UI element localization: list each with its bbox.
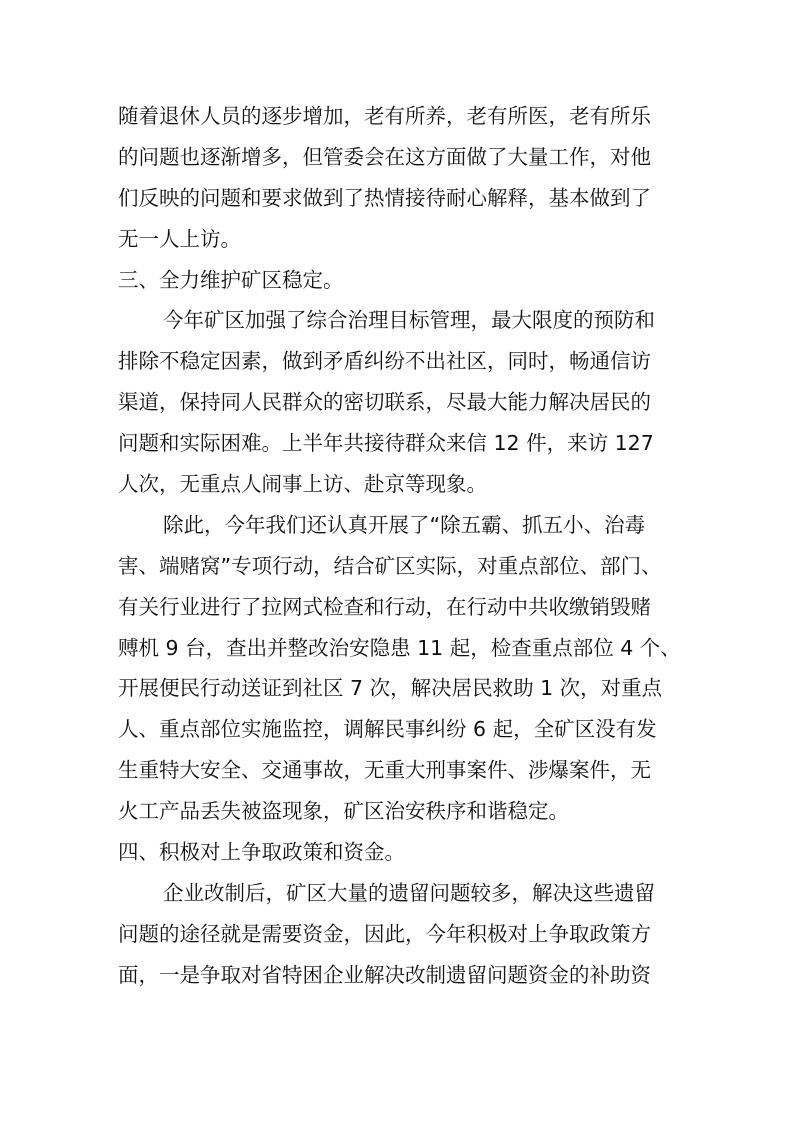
paragraph-line: 问题的途径就是需要资金，因此，今年积极对上争取政策方 xyxy=(118,921,651,946)
paragraph-line: 随着退休人员的逐步增加，老有所养，老有所医，老有所乐 xyxy=(118,104,651,128)
paragraph-line: 赙机 9 台，查出并整改治安隐患 11 起，检查重点部位 4 个、 xyxy=(118,635,681,660)
section-heading: 三、全力维护矿区稳定。 xyxy=(118,267,344,292)
paragraph-line: 的问题也逐渐增多，但管委会在这方面做了大量工作，对他 xyxy=(118,144,651,169)
document-body xyxy=(118,96,683,996)
paragraph-line: 面，一是争取对省特困企业解决改制遗留问题资金的补助资 xyxy=(118,962,651,987)
paragraph-line: 今年矿区加强了综合治理目标管理，最大限度的预防和 xyxy=(163,308,655,333)
paragraph-line: 开展便民行动送证到社区 7 次，解决居民救助 1 次，对重点 xyxy=(118,676,663,701)
paragraph-line: 渠道，保持同人民群众的密切联系，尽最大能力解决居民的 xyxy=(118,390,651,415)
paragraph-line: 问题和实际困难。上半年共接待群众来信 12 件，来访 127 xyxy=(118,431,654,456)
paragraph-line: 们反映的问题和要求做到了热情接待耐心解释，基本做到了 xyxy=(118,185,651,210)
paragraph-line: 企业改制后，矿区大量的遗留问题较多，解决这些遗留 xyxy=(163,880,655,905)
paragraph-line: 人、重点部位实施监控，调解民事纠纷 6 起，全矿区没有发 xyxy=(118,717,657,742)
paragraph-line: 除此，今年我们还认真开展了“除五霸、抓五小、治毒 xyxy=(163,512,646,537)
paragraph-line: 有关行业进行了拉网式检查和行动，在行动中共收缴销毁赌 xyxy=(118,594,651,619)
paragraph-line: 无一人上访。 xyxy=(118,226,241,251)
paragraph-line: 害、端赌窝”专项行动，结合矿区实际，对重点部位、部门、 xyxy=(118,553,662,578)
paragraph-line: 生重特大安全、交通事故，无重大刑事案件、涉爆案件，无 xyxy=(118,758,651,783)
paragraph-line: 火工产品丢失被盗现象，矿区治安秩序和谐稳定。 xyxy=(118,799,569,824)
section-heading: 四、积极对上争取政策和资金。 xyxy=(118,840,405,865)
paragraph-line: 人次，无重点人闹事上访、赴京等现象。 xyxy=(118,472,487,497)
paragraph-line: 排除不稳定因素，做到矛盾纠纷不出社区，同时，畅通信访 xyxy=(118,349,651,374)
